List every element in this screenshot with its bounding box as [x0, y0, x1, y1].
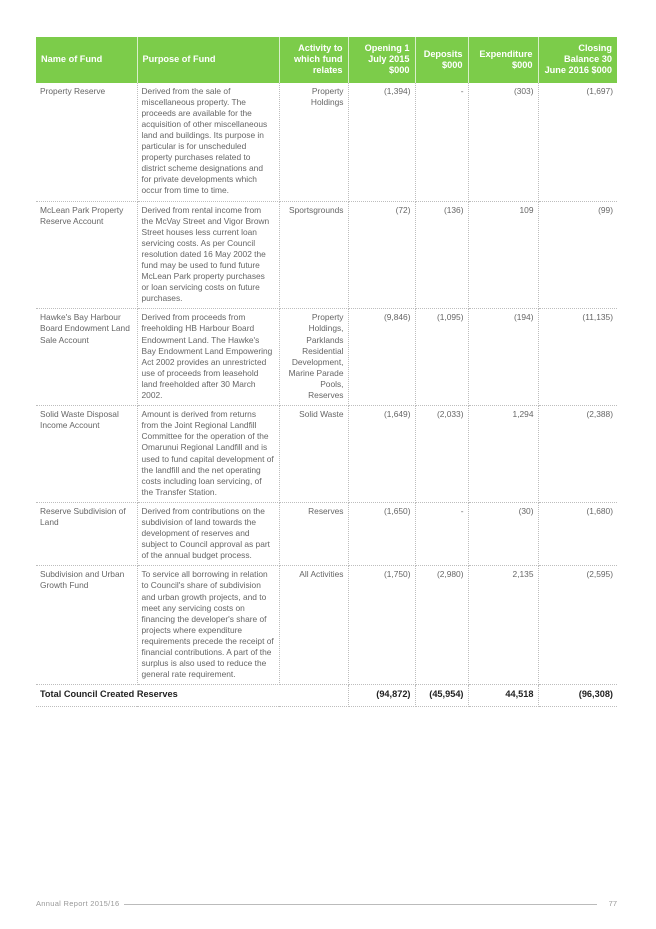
fund-deposits: (2,980) [415, 566, 468, 685]
fund-closing: (1,697) [538, 83, 617, 201]
fund-opening: (1,650) [348, 502, 415, 565]
total-row [36, 685, 617, 707]
fund-opening: (1,750) [348, 566, 415, 685]
table-row [36, 83, 617, 201]
table-row [36, 502, 617, 565]
fund-purpose: Derived from proceeds from freeholding HB Harbour Board Endowment Land. The Hawke's Bay Endowment Land Empowering Act 2002 provides an unrestricted use of proceeds from leasehold land freeholded after 30 March 2002. [137, 309, 279, 406]
fund-name: Hawke's Bay Harbour Board Endowment Land Sale Account [36, 309, 137, 406]
fund-purpose: Derived from contributions on the subdivision of land towards the development of reserves and subject to Council approval as part of the annual budget process. [137, 502, 279, 565]
header-purpose-of-fund: Purpose of Fund [137, 37, 279, 83]
reserves-table [36, 37, 617, 707]
total-label: Total Council Created Reserves [36, 685, 348, 707]
header-name-of-fund: Name of Fund [36, 37, 137, 83]
fund-deposits: (1,095) [415, 309, 468, 406]
page-footer [36, 899, 617, 911]
fund-opening: (1,649) [348, 406, 415, 503]
fund-expenditure: (194) [468, 309, 538, 406]
fund-name: Property Reserve [36, 83, 137, 201]
total-closing: (96,308) [538, 685, 617, 707]
fund-activity: Sportsgrounds [279, 201, 348, 309]
total-deposits: (45,954) [415, 685, 468, 707]
fund-expenditure: (30) [468, 502, 538, 565]
table-row [36, 201, 617, 309]
table-header-row [36, 37, 617, 83]
table-row [36, 309, 617, 406]
fund-expenditure: 2,135 [468, 566, 538, 685]
header-deposits: Deposits $000 [415, 37, 468, 83]
fund-name: Subdivision and Urban Growth Fund [36, 566, 137, 685]
fund-name: McLean Park Property Reserve Account [36, 201, 137, 309]
header-activity: Activity to which fund relates [279, 37, 348, 83]
header-expenditure: Expenditure $000 [468, 37, 538, 83]
fund-closing: (2,595) [538, 566, 617, 685]
table-row [36, 406, 617, 503]
fund-opening: (9,846) [348, 309, 415, 406]
page-number: 77 [608, 899, 617, 908]
fund-closing: (1,680) [538, 502, 617, 565]
fund-expenditure: 109 [468, 201, 538, 309]
fund-purpose: Derived from the sale of miscellaneous property. The proceeds are available for the acquisition of other miscellaneous land and buildings. Its purpose in particular is for unscheduled property purchases related to district scheme designations and for private developments which occur from time to time. [137, 83, 279, 201]
total-opening: (94,872) [348, 685, 415, 707]
fund-deposits: - [415, 502, 468, 565]
fund-opening: (1,394) [348, 83, 415, 201]
fund-name: Reserve Subdivision of Land [36, 502, 137, 565]
fund-purpose: To service all borrowing in relation to Council's share of subdivision and urban growth projects, and to meet any servicing costs on financing the developer's share of projects where expenditure requirements precede the receipt of financial contributions. A part of the surplus is also used to reduce the general rate requirement. [137, 566, 279, 685]
fund-name: Solid Waste Disposal Income Account [36, 406, 137, 503]
fund-activity: Property Holdings [279, 83, 348, 201]
fund-deposits: (2,033) [415, 406, 468, 503]
footer-divider [124, 904, 597, 905]
report-title: Annual Report 2015/16 [36, 899, 120, 908]
fund-expenditure: 1,294 [468, 406, 538, 503]
fund-activity: Solid Waste [279, 406, 348, 503]
fund-deposits: (136) [415, 201, 468, 309]
fund-purpose: Amount is derived from returns from the Joint Regional Landfill Committee for the operation of the Omarunui Regional Landfill and is used to fund capital development of the landfill and the net operating costs including loan servicing, of the Transfer Station. [137, 406, 279, 503]
fund-closing: (11,135) [538, 309, 617, 406]
header-opening: Opening 1 July 2015 $000 [348, 37, 415, 83]
fund-activity: All Activities [279, 566, 348, 685]
fund-deposits: - [415, 83, 468, 201]
fund-closing: (2,388) [538, 406, 617, 503]
fund-activity: Reserves [279, 502, 348, 565]
fund-opening: (72) [348, 201, 415, 309]
fund-activity: Property Holdings, Parklands Residential Development, Marine Parade Pools, Reserves [279, 309, 348, 406]
fund-expenditure: (303) [468, 83, 538, 201]
total-expenditure: 44,518 [468, 685, 538, 707]
fund-purpose: Derived from rental income from the McVay Street and Vigor Brown Street houses less current loan servicing costs. As per Council resolution dated 16 May 2002 the fund may be used to fund future McLean Park property purchases or loan servicing costs on future purchases. [137, 201, 279, 309]
header-closing: Closing Balance 30 June 2016 $000 [538, 37, 617, 83]
table-row [36, 566, 617, 685]
fund-closing: (99) [538, 201, 617, 309]
